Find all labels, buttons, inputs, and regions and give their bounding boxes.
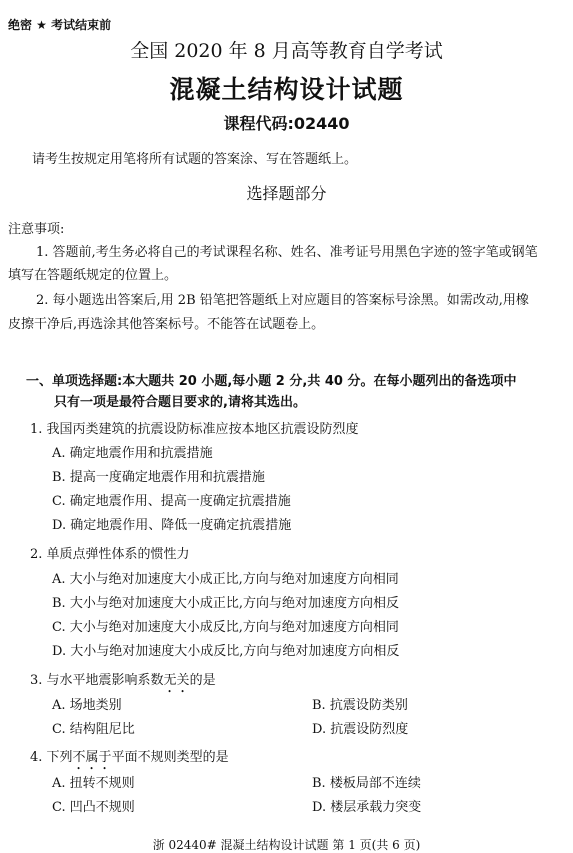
question-3-option-a: A. 场地类别: [52, 698, 122, 713]
note-1-line-2: 填写在答题纸规定的位置上。: [8, 268, 178, 283]
page-footer: 浙 02440# 混凝土结构设计试题 第 1 页(共 6 页): [152, 838, 421, 852]
confidential-label: 绝密 ★ 考试结束前: [8, 18, 112, 32]
question-3-stem-post: 的是: [189, 673, 216, 688]
question-2-stem: 2. 单质点弹性体系的惯性力: [30, 547, 190, 562]
section-title: 选择题部分: [246, 184, 327, 203]
question-4-stem: [30, 746, 229, 773]
question-4-option-c: C. 凹凸不规则: [52, 800, 135, 815]
part-1-heading-line-1: 一、单项选择题:本大题共 20 小题,每小题 2 分,共 40 分。在每小题列出的备选项中: [26, 374, 517, 389]
exam-title: 全国 2020 年 8 月高等教育自学考试: [130, 40, 443, 62]
question-2-option-c: C. 大小与绝对加速度大小成反比,方向与绝对加速度方向相同: [52, 620, 399, 635]
question-4-stem-pre: 4. 下列: [30, 750, 73, 765]
question-1-stem: 1. 我国丙类建筑的抗震设防标准应按本地区抗震设防烈度: [30, 422, 359, 437]
question-1-option-b: B. 提高一度确定地震作用和抗震措施: [52, 470, 265, 485]
question-3-stem-pre: 3. 与水平地震影响系数: [30, 673, 164, 688]
question-3-option-d: D. 抗震设防烈度: [312, 722, 409, 737]
question-2-option-b: B. 大小与绝对加速度大小成正比,方向与绝对加速度方向相反: [52, 596, 399, 611]
question-4-stem-emphasis: 不属于: [72, 750, 112, 765]
question-3-option-b: B. 抗震设防类别: [312, 698, 408, 713]
question-4-option-b: B. 楼板局部不连续: [312, 776, 421, 791]
question-4-option-a: A. 扭转不规则: [52, 776, 135, 791]
question-4-option-d: D. 楼层承载力突变: [312, 800, 422, 815]
question-1-option-c: C. 确定地震作用、提高一度确定抗震措施: [52, 494, 291, 509]
question-1-option-a: A. 确定地震作用和抗震措施: [52, 446, 213, 461]
question-2-option-a: A. 大小与绝对加速度大小成正比,方向与绝对加速度方向相同: [52, 572, 399, 587]
note-2-line-1: 2. 每小题选出答案后,用 2B 铅笔把答题纸上对应题目的答案标号涂黑。如需改动,用橡: [36, 293, 529, 308]
notes-heading: 注意事项:: [8, 222, 65, 237]
question-3-option-c: C. 结构阻尼比: [52, 722, 135, 737]
question-2-option-d: D. 大小与绝对加速度大小成反比,方向与绝对加速度方向相反: [52, 644, 400, 659]
question-3-stem: [30, 669, 216, 696]
course-code: 课程代码:02440: [223, 114, 350, 133]
question-4-stem-post: 平面不规则类型的是: [111, 750, 229, 765]
instruction-text: 请考生按规定用笔将所有试题的答案涂、写在答题纸上。: [32, 152, 358, 167]
question-3-stem-emphasis: 无关: [163, 673, 190, 688]
question-1-option-d: D. 确定地震作用、降低一度确定抗震措施: [52, 518, 292, 533]
note-2-line-2: 皮擦干净后,再选涂其他答案标号。不能答在试题卷上。: [8, 317, 325, 332]
subject-title: 混凝土结构设计试题: [169, 75, 404, 104]
part-1-heading-line-2: 只有一项是最符合题目要求的,请将其选出。: [54, 395, 306, 410]
note-1-line-1: 1. 答题前,考生务必将自己的考试课程名称、姓名、准考证号用黑色字迹的签字笔或钢笔: [36, 245, 538, 260]
